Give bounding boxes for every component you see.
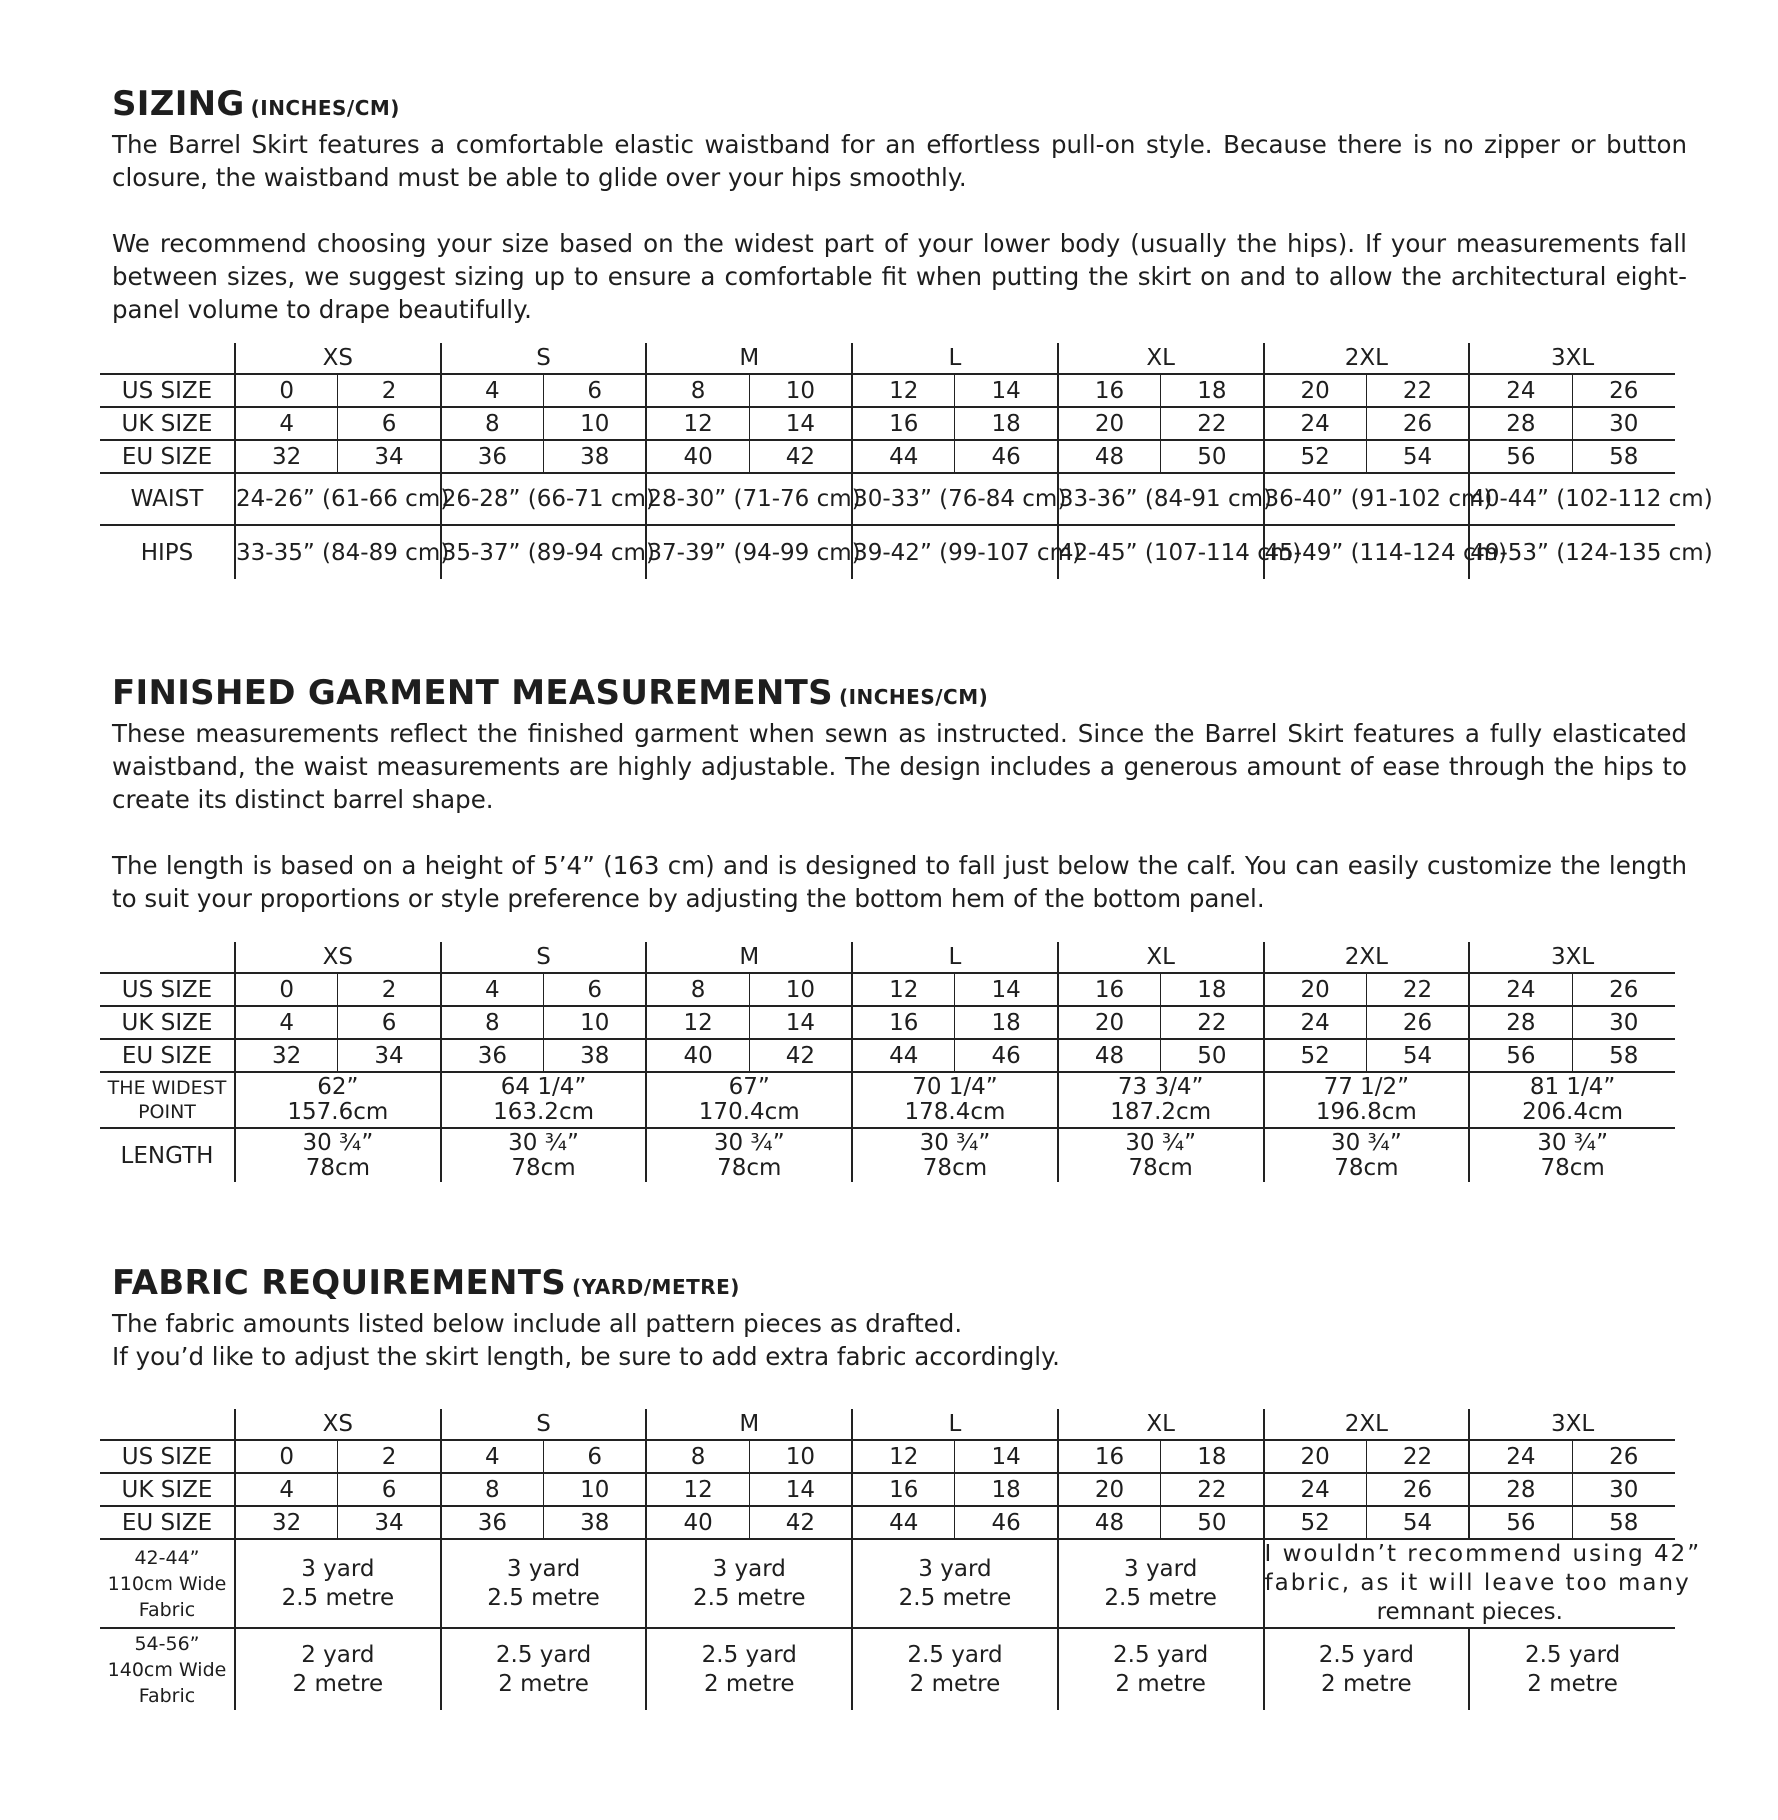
size-group: M: [646, 1409, 852, 1440]
size-cell: 4: [441, 973, 544, 1006]
size-cell: 14: [749, 1006, 852, 1039]
size-cell: 58: [1572, 440, 1675, 473]
size-cell: 6: [338, 1006, 441, 1039]
size-cell: 36: [441, 1506, 544, 1539]
fabric-title: FABRIC REQUIREMENTS (YARD/METRE): [112, 1263, 740, 1303]
size-cell: 28: [1469, 1473, 1572, 1506]
size-cell: 22: [1161, 1473, 1264, 1506]
size-cell: 4: [441, 374, 544, 407]
size-cell: 10: [544, 1006, 647, 1039]
size-cell: 48: [1058, 1039, 1161, 1072]
finished-paragraph-1: These measurements reflect the finished garment when sewn as instructed. Since the Barrel Skirt features a fully elasticated waistband, the waist measurements are highly adjustable. The design includes a generous amount of ease through the hips to create its distinct barrel shape.: [112, 719, 1687, 814]
size-cell: 52: [1264, 1039, 1367, 1072]
finished-unit: (INCHES/CM): [838, 685, 989, 709]
size-cell: 28: [1469, 407, 1572, 440]
size-cell: 52: [1264, 440, 1367, 473]
table-cell: 26-28” (66-71 cm): [441, 473, 647, 525]
table-cell: 2.5 yard 2 metre: [646, 1628, 852, 1710]
finished-paragraph-2: The length is based on a height of 5’4” (163 cm) and is designed to fall just below the calf. You can easily customize the length to suit your proportions or style preference by adjusting the bottom hem of the bottom panel.: [112, 851, 1687, 913]
table-cell: 30 ¾” 78cm: [852, 1128, 1058, 1182]
size-cell: 10: [749, 374, 852, 407]
size-group: XL: [1058, 343, 1264, 374]
size-group: L: [852, 942, 1058, 973]
size-cell: 46: [955, 440, 1058, 473]
size-cell: 16: [1058, 1440, 1161, 1473]
table-cell: 3 yard 2.5 metre: [852, 1539, 1058, 1628]
size-cell: 48: [1058, 440, 1161, 473]
size-cell: 22: [1366, 1440, 1469, 1473]
size-cell: 56: [1469, 1039, 1572, 1072]
table-cell: 30 ¾” 78cm: [441, 1128, 647, 1182]
size-cell: 12: [852, 374, 955, 407]
size-cell: 30: [1572, 407, 1675, 440]
size-cell: 10: [544, 1473, 647, 1506]
size-cell: 38: [544, 440, 647, 473]
size-cell: 4: [235, 1006, 338, 1039]
fabric-paragraph-1: The fabric amounts listed below include all pattern pieces as drafted.: [112, 1309, 963, 1338]
row-label: US SIZE: [100, 374, 235, 407]
table-cell: 28-30” (71-76 cm): [646, 473, 852, 525]
row-label: HIPS: [140, 539, 194, 566]
recommendation-note: I wouldn’t recommend using 42” fabric, as it will leave too many remnant pieces.: [1264, 1539, 1675, 1628]
size-cell: 34: [338, 1506, 441, 1539]
size-cell: 8: [646, 1440, 749, 1473]
size-cell: 12: [852, 973, 955, 1006]
size-cell: 4: [235, 1473, 338, 1506]
finished-garment-table: [100, 942, 1675, 1182]
size-cell: 54: [1366, 440, 1469, 473]
us-size-row: [100, 973, 1675, 1006]
size-group-row: [100, 942, 1675, 973]
size-cell: 6: [338, 407, 441, 440]
size-cell: 44: [852, 1506, 955, 1539]
us-size-row: [100, 1440, 1675, 1473]
size-cell: 12: [852, 1440, 955, 1473]
size-cell: 18: [955, 1006, 1058, 1039]
size-cell: 40: [646, 1506, 749, 1539]
table-cell: 3 yard 2.5 metre: [235, 1539, 441, 1628]
eu-size-row: [100, 1039, 1675, 1072]
table-cell: 30 ¾” 78cm: [1469, 1128, 1675, 1182]
size-cell: 26: [1572, 973, 1675, 1006]
size-cell: 6: [544, 374, 647, 407]
table-cell: 2.5 yard 2 metre: [1058, 1628, 1264, 1710]
size-cell: 18: [955, 407, 1058, 440]
size-cell: 6: [544, 1440, 647, 1473]
size-group: 2XL: [1264, 343, 1470, 374]
row-label: UK SIZE: [100, 407, 235, 440]
table-cell: 2.5 yard 2 metre: [1264, 1628, 1470, 1710]
row-label: WAIST: [100, 473, 235, 525]
size-cell: 2: [338, 1440, 441, 1473]
size-cell: 2: [338, 973, 441, 1006]
size-cell: 38: [544, 1506, 647, 1539]
widest-point-row: [100, 1072, 1675, 1128]
table-cell: 2.5 yard 2 metre: [852, 1628, 1058, 1710]
size-cell: 14: [749, 1473, 852, 1506]
size-cell: 50: [1161, 440, 1264, 473]
row-label: 42-44” 110cm Wide Fabric: [100, 1539, 235, 1628]
size-cell: 10: [749, 973, 852, 1006]
table-cell: 37-39” (94-99 cm): [646, 525, 852, 579]
table-cell: 35-37” (89-94 cm): [441, 525, 647, 579]
size-cell: 10: [544, 407, 647, 440]
size-cell: 10: [749, 1440, 852, 1473]
size-cell: 44: [852, 1039, 955, 1072]
eu-size-row: [100, 1506, 1675, 1539]
table-cell: 45-49” (114-124 cm): [1264, 525, 1470, 579]
size-cell: 40: [646, 1039, 749, 1072]
uk-size-row: [100, 407, 1675, 440]
size-cell: 22: [1161, 407, 1264, 440]
size-cell: 0: [235, 973, 338, 1006]
table-cell: 73 3/4” 187.2cm: [1058, 1072, 1264, 1128]
size-cell: 22: [1366, 973, 1469, 1006]
size-cell: 16: [1058, 374, 1161, 407]
size-cell: 42: [749, 1039, 852, 1072]
sizing-paragraph-1: The Barrel Skirt features a comfortable elastic waistband for an effortless pull-on style. Because there is no zipper or button closure, the waistband must be able to glide over your hips smoothly.: [112, 130, 1687, 192]
size-group: XS: [235, 942, 441, 973]
eu-size-row: [100, 440, 1675, 473]
size-cell: 20: [1058, 1473, 1161, 1506]
size-group: S: [441, 942, 647, 973]
size-group: XS: [235, 343, 441, 374]
table-cell: 77 1/2” 196.8cm: [1264, 1072, 1470, 1128]
size-cell: 22: [1366, 374, 1469, 407]
size-cell: 26: [1366, 407, 1469, 440]
size-group: S: [441, 343, 647, 374]
size-cell: 20: [1264, 973, 1367, 1006]
length-row: [100, 1128, 1675, 1182]
row-label: LENGTH: [120, 1142, 214, 1169]
size-group: 2XL: [1264, 1409, 1470, 1440]
size-cell: 26: [1366, 1473, 1469, 1506]
size-cell: 34: [338, 440, 441, 473]
uk-size-row: [100, 1006, 1675, 1039]
size-group: L: [852, 1409, 1058, 1440]
sizing-section: [112, 84, 1687, 326]
row-label: US SIZE: [100, 1440, 235, 1473]
fabric-unit: (YARD/METRE): [572, 1275, 740, 1299]
size-cell: 8: [441, 1006, 544, 1039]
size-cell: 16: [852, 1006, 955, 1039]
size-cell: 42: [749, 1506, 852, 1539]
size-cell: 22: [1161, 1006, 1264, 1039]
table-cell: 81 1/4” 206.4cm: [1469, 1072, 1675, 1128]
finished-title: FINISHED GARMENT MEASUREMENTS (INCHES/CM): [112, 673, 989, 713]
table-cell: 39-42” (99-107 cm): [852, 525, 1058, 579]
size-cell: 8: [441, 1473, 544, 1506]
size-cell: 24: [1264, 1473, 1367, 1506]
size-group: 3XL: [1469, 343, 1675, 374]
size-cell: 14: [749, 407, 852, 440]
size-cell: 30: [1572, 1473, 1675, 1506]
row-label: EU SIZE: [100, 1506, 235, 1539]
size-cell: 18: [1161, 1440, 1264, 1473]
size-cell: 38: [544, 1039, 647, 1072]
table-cell: 2.5 yard 2 metre: [441, 1628, 647, 1710]
table-cell: 33-36” (84-91 cm): [1058, 473, 1264, 525]
table-cell: 49-53” (124-135 cm): [1469, 525, 1675, 579]
size-cell: 18: [1161, 374, 1264, 407]
size-cell: 20: [1058, 407, 1161, 440]
size-cell: 44: [852, 440, 955, 473]
table-cell: 2.5 yard 2 metre: [1469, 1628, 1675, 1710]
size-cell: 14: [955, 374, 1058, 407]
table-cell: 62” 157.6cm: [235, 1072, 441, 1128]
size-cell: 40: [646, 440, 749, 473]
fabric-section: [112, 1263, 1687, 1373]
size-cell: 36: [441, 1039, 544, 1072]
size-cell: 58: [1572, 1039, 1675, 1072]
sizing-title: SIZING (INCHES/CM): [112, 84, 400, 124]
fabric-140cm-row: [100, 1628, 1675, 1710]
size-cell: 2: [338, 374, 441, 407]
size-cell: 32: [235, 1506, 338, 1539]
size-cell: 0: [235, 374, 338, 407]
size-cell: 0: [235, 1440, 338, 1473]
waist-row: [100, 473, 1675, 525]
table-cell: 2 yard 2 metre: [235, 1628, 441, 1710]
us-size-row: [100, 374, 1675, 407]
size-cell: 6: [544, 973, 647, 1006]
size-cell: 32: [235, 440, 338, 473]
size-cell: 16: [1058, 973, 1161, 1006]
size-cell: 46: [955, 1506, 1058, 1539]
table-cell: 64 1/4” 163.2cm: [441, 1072, 647, 1128]
size-cell: 56: [1469, 1506, 1572, 1539]
size-group: M: [646, 942, 852, 973]
size-cell: 24: [1469, 1440, 1572, 1473]
size-cell: 50: [1161, 1039, 1264, 1072]
size-cell: 24: [1469, 973, 1572, 1006]
table-cell: 24-26” (61-66 cm): [235, 473, 441, 525]
table-cell: 70 1/4” 178.4cm: [852, 1072, 1058, 1128]
size-cell: 30: [1572, 1006, 1675, 1039]
size-cell: 14: [955, 973, 1058, 1006]
table-cell: 33-35” (84-89 cm): [235, 525, 441, 579]
size-group: L: [852, 343, 1058, 374]
size-cell: 8: [441, 407, 544, 440]
size-cell: 34: [338, 1039, 441, 1072]
uk-size-row: [100, 1473, 1675, 1506]
size-cell: 18: [1161, 973, 1264, 1006]
size-cell: 12: [646, 1006, 749, 1039]
size-cell: 16: [852, 407, 955, 440]
row-label: UK SIZE: [100, 1473, 235, 1506]
size-cell: 48: [1058, 1506, 1161, 1539]
size-cell: 26: [1572, 1440, 1675, 1473]
fabric-paragraph-2: If you’d like to adjust the skirt length, be sure to add extra fabric accordingly.: [112, 1342, 1060, 1371]
size-cell: 32: [235, 1039, 338, 1072]
size-cell: 24: [1469, 374, 1572, 407]
size-cell: 58: [1572, 1506, 1675, 1539]
hips-row: [100, 525, 1675, 579]
sizing-paragraph-2: We recommend choosing your size based on the widest part of your lower body (usually the hips). If your measurements fall between sizes, we suggest sizing up to ensure a comfortable fit when putting the skirt on and to allow the architectural eight-panel volume to drape beautifully.: [112, 229, 1687, 324]
size-cell: 28: [1469, 1006, 1572, 1039]
size-cell: 36: [441, 440, 544, 473]
size-group: 3XL: [1469, 942, 1675, 973]
size-group: XL: [1058, 942, 1264, 973]
row-label: EU SIZE: [100, 440, 235, 473]
size-cell: 46: [955, 1039, 1058, 1072]
size-cell: 14: [955, 1440, 1058, 1473]
size-group: M: [646, 343, 852, 374]
size-group: XL: [1058, 1409, 1264, 1440]
table-cell: 3 yard 2.5 metre: [1058, 1539, 1264, 1628]
size-cell: 16: [852, 1473, 955, 1506]
size-cell: 20: [1058, 1006, 1161, 1039]
size-group: S: [441, 1409, 647, 1440]
table-cell: 36-40” (91-102 cm): [1264, 473, 1470, 525]
size-cell: 20: [1264, 374, 1367, 407]
finished-garment-section: [112, 673, 1687, 915]
size-cell: 8: [646, 374, 749, 407]
size-cell: 24: [1264, 407, 1367, 440]
table-cell: 30 ¾” 78cm: [1058, 1128, 1264, 1182]
row-label: THE WIDEST POINT: [100, 1072, 235, 1128]
table-cell: 3 yard 2.5 metre: [646, 1539, 852, 1628]
size-group: XS: [235, 1409, 441, 1440]
size-group: 2XL: [1264, 942, 1470, 973]
fabric-requirements-table: [100, 1409, 1702, 1710]
fabric-110cm-row: [100, 1539, 1675, 1628]
size-group: 3XL: [1469, 1409, 1675, 1440]
table-cell: 30 ¾” 78cm: [1264, 1128, 1470, 1182]
size-cell: 18: [955, 1473, 1058, 1506]
size-group-row: [100, 1409, 1675, 1440]
table-cell: 30-33” (76-84 cm): [852, 473, 1058, 525]
body-measurements-table: [100, 343, 1713, 579]
row-label: US SIZE: [100, 973, 235, 1006]
size-cell: 52: [1264, 1506, 1367, 1539]
size-cell: 42: [749, 440, 852, 473]
size-cell: 56: [1469, 440, 1572, 473]
table-cell: 30 ¾” 78cm: [646, 1128, 852, 1182]
size-cell: 20: [1264, 1440, 1367, 1473]
size-cell: 54: [1366, 1039, 1469, 1072]
size-cell: 6: [338, 1473, 441, 1506]
size-cell: 54: [1366, 1506, 1469, 1539]
table-cell: 42-45” (107-114 cm): [1058, 525, 1264, 579]
size-group-row: [100, 343, 1675, 374]
sizing-unit: (INCHES/CM): [250, 96, 400, 120]
size-cell: 26: [1366, 1006, 1469, 1039]
size-cell: 50: [1161, 1506, 1264, 1539]
size-cell: 4: [235, 407, 338, 440]
size-cell: 4: [441, 1440, 544, 1473]
size-cell: 12: [646, 1473, 749, 1506]
table-cell: 3 yard 2.5 metre: [441, 1539, 647, 1628]
table-cell: 40-44” (102-112 cm): [1469, 473, 1675, 525]
row-label: 54-56” 140cm Wide Fabric: [107, 1632, 227, 1707]
row-label: EU SIZE: [100, 1039, 235, 1072]
table-cell: 67” 170.4cm: [646, 1072, 852, 1128]
size-cell: 24: [1264, 1006, 1367, 1039]
table-cell: 30 ¾” 78cm: [235, 1128, 441, 1182]
size-cell: 26: [1572, 374, 1675, 407]
size-cell: 12: [646, 407, 749, 440]
row-label: UK SIZE: [100, 1006, 235, 1039]
size-cell: 8: [646, 973, 749, 1006]
